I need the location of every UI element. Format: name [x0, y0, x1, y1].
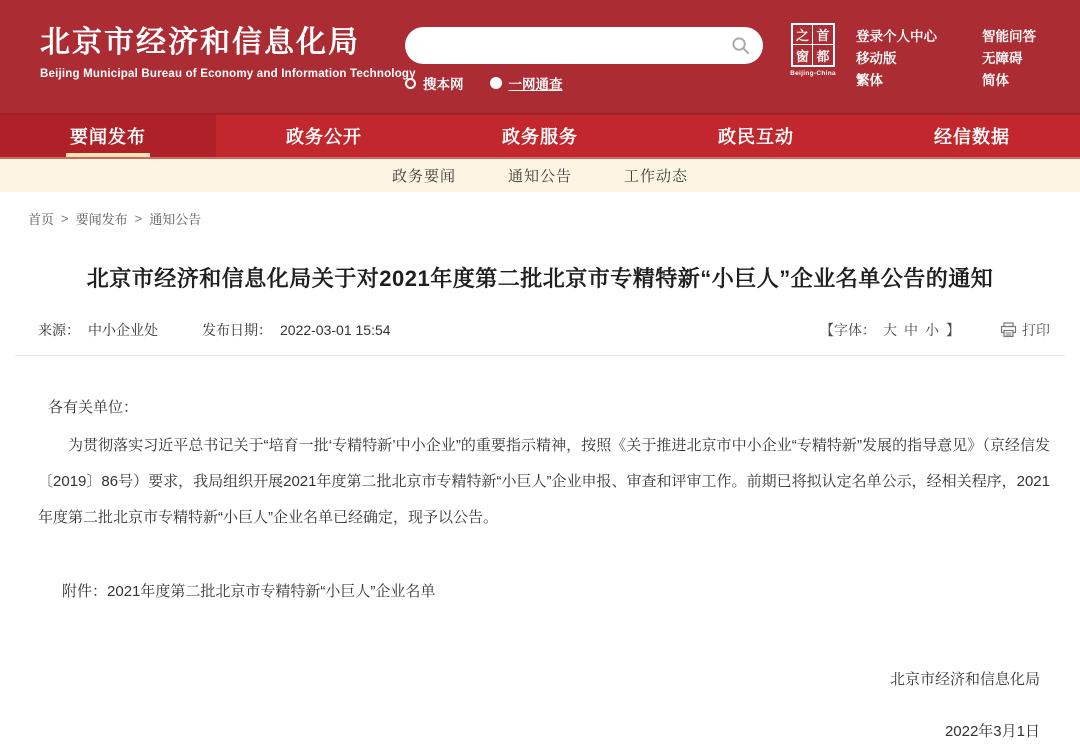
seal-char: 之: [793, 25, 813, 45]
nav-item-label: 政务服务: [502, 127, 578, 147]
link-personal-center[interactable]: 登录个人中心: [856, 29, 937, 44]
nav-item-news-release[interactable]: [0, 115, 216, 157]
site-brand[interactable]: [40, 17, 416, 80]
scope-one-net-search-label: 一网通查: [508, 77, 563, 92]
font-size-large-button[interactable]: 大: [883, 322, 897, 338]
nav-item-gov-disclosure[interactable]: [216, 115, 432, 157]
site-title: 北京市经济和信息化局: [40, 26, 360, 59]
nav-item-label: 政民互动: [718, 127, 794, 147]
article-meta: [38, 320, 1050, 340]
scope-site-search[interactable]: [405, 73, 464, 93]
subnav-item-gov-news[interactable]: 政务要闻: [391, 168, 456, 185]
nav-item-label: 经信数据: [934, 127, 1010, 147]
breadcrumb-home[interactable]: 首页: [28, 212, 55, 227]
search-box[interactable]: [405, 27, 763, 64]
font-size-medium-button[interactable]: 中: [904, 322, 918, 338]
sub-nav: [0, 157, 1080, 192]
seal-box: [791, 23, 835, 67]
meta-left: [38, 320, 391, 340]
search-input[interactable]: [421, 27, 721, 64]
signature-block: [890, 668, 1040, 741]
breadcrumb: [0, 192, 1080, 228]
font-size-small-button[interactable]: 小: [925, 322, 939, 338]
subnav-item-notices[interactable]: 通知公告: [507, 168, 572, 185]
site-subtitle: Beijing Municipal Bureau of Economy and Information Technology: [40, 68, 416, 80]
article: [0, 262, 1080, 740]
link-mobile-version[interactable]: 移动版: [856, 51, 897, 66]
nav-item-economic-data[interactable]: [864, 115, 1080, 157]
breadcrumb-news-release[interactable]: 要闻发布: [75, 212, 128, 227]
article-title: 北京市经济和信息化局关于对2021年度第二批北京市专精特新“小巨人”企业名单公告的通知: [86, 266, 994, 291]
search-icon[interactable]: [731, 36, 750, 55]
search-area: [405, 27, 765, 93]
nav-item-gov-services[interactable]: [432, 115, 648, 157]
salutation: 各有关单位：: [48, 399, 139, 416]
font-size-suffix: 】: [946, 322, 960, 338]
scope-one-net-search[interactable]: [490, 73, 563, 93]
radio-dot-icon: [490, 77, 502, 89]
signature-date: 2022年3月1日: [944, 723, 1040, 740]
main-nav: [0, 113, 1080, 157]
quick-links: [856, 25, 1036, 91]
source-label: 来源：: [38, 322, 80, 338]
link-accessibility[interactable]: 无障碍: [982, 51, 1023, 66]
publish-date-value: 2022-03-01 15:54: [280, 322, 391, 338]
breadcrumb-separator: >: [134, 211, 143, 226]
nav-item-label: 要闻发布: [70, 127, 146, 147]
search-scope-options: [405, 73, 765, 93]
signature-org: 北京市经济和信息化局: [889, 671, 1040, 688]
link-traditional-chinese[interactable]: 繁体: [856, 73, 883, 88]
printer-icon: [1000, 322, 1017, 338]
article-body: [0, 356, 1080, 610]
breadcrumb-separator: >: [61, 211, 69, 226]
font-size-prefix: 【字体：: [820, 322, 876, 338]
link-simplified-chinese[interactable]: 简体: [982, 73, 1009, 88]
print-label: 打印: [1022, 322, 1050, 338]
site-header: [0, 0, 1080, 113]
radio-ring-icon: [405, 78, 416, 89]
body-paragraph: 为贯彻落实习近平总书记关于“培育一批‘专精特新’中小企业”的重要指示精神，按照《关于推进北京市中小企业“专精特新”发展的指导意见》（京经信发〔2019〕86号）要求，我局组织开展2021年度第二批北京市专精特新“小巨人”企业申报、审查和评审工作。前期已将拟认定名单公示，经相关程序，2021年度第二批北京市专精特新“小巨人”企业名单已经确定，现予以公告。: [38, 437, 1050, 526]
nav-item-public-interaction[interactable]: [648, 115, 864, 157]
nav-item-label: 政务公开: [286, 127, 362, 147]
font-size-control: [820, 320, 960, 340]
meta-right: [820, 320, 1050, 340]
subnav-item-work-updates[interactable]: 工作动态: [624, 168, 689, 185]
publish-date-label: 发布日期：: [202, 322, 272, 338]
active-tab-indicator: [66, 153, 150, 157]
attachment-line: [62, 574, 1050, 610]
seal-caption: Beijing-China: [790, 70, 836, 77]
link-smart-qa[interactable]: 智能问答: [982, 29, 1036, 44]
seal-char: 窗: [793, 45, 813, 65]
print-button[interactable]: [1000, 320, 1050, 340]
attachment-label: 附件：: [62, 583, 108, 600]
attachment-link[interactable]: 2021年度第二批北京市专精特新“小巨人”企业名单: [107, 583, 436, 600]
seal-char: 首: [813, 25, 833, 45]
capital-window-logo[interactable]: [789, 23, 837, 77]
seal-char: 都: [816, 48, 830, 64]
breadcrumb-notices[interactable]: 通知公告: [149, 212, 202, 227]
source-value: 中小企业处: [88, 322, 158, 338]
scope-site-search-label: 搜本网: [423, 77, 464, 92]
